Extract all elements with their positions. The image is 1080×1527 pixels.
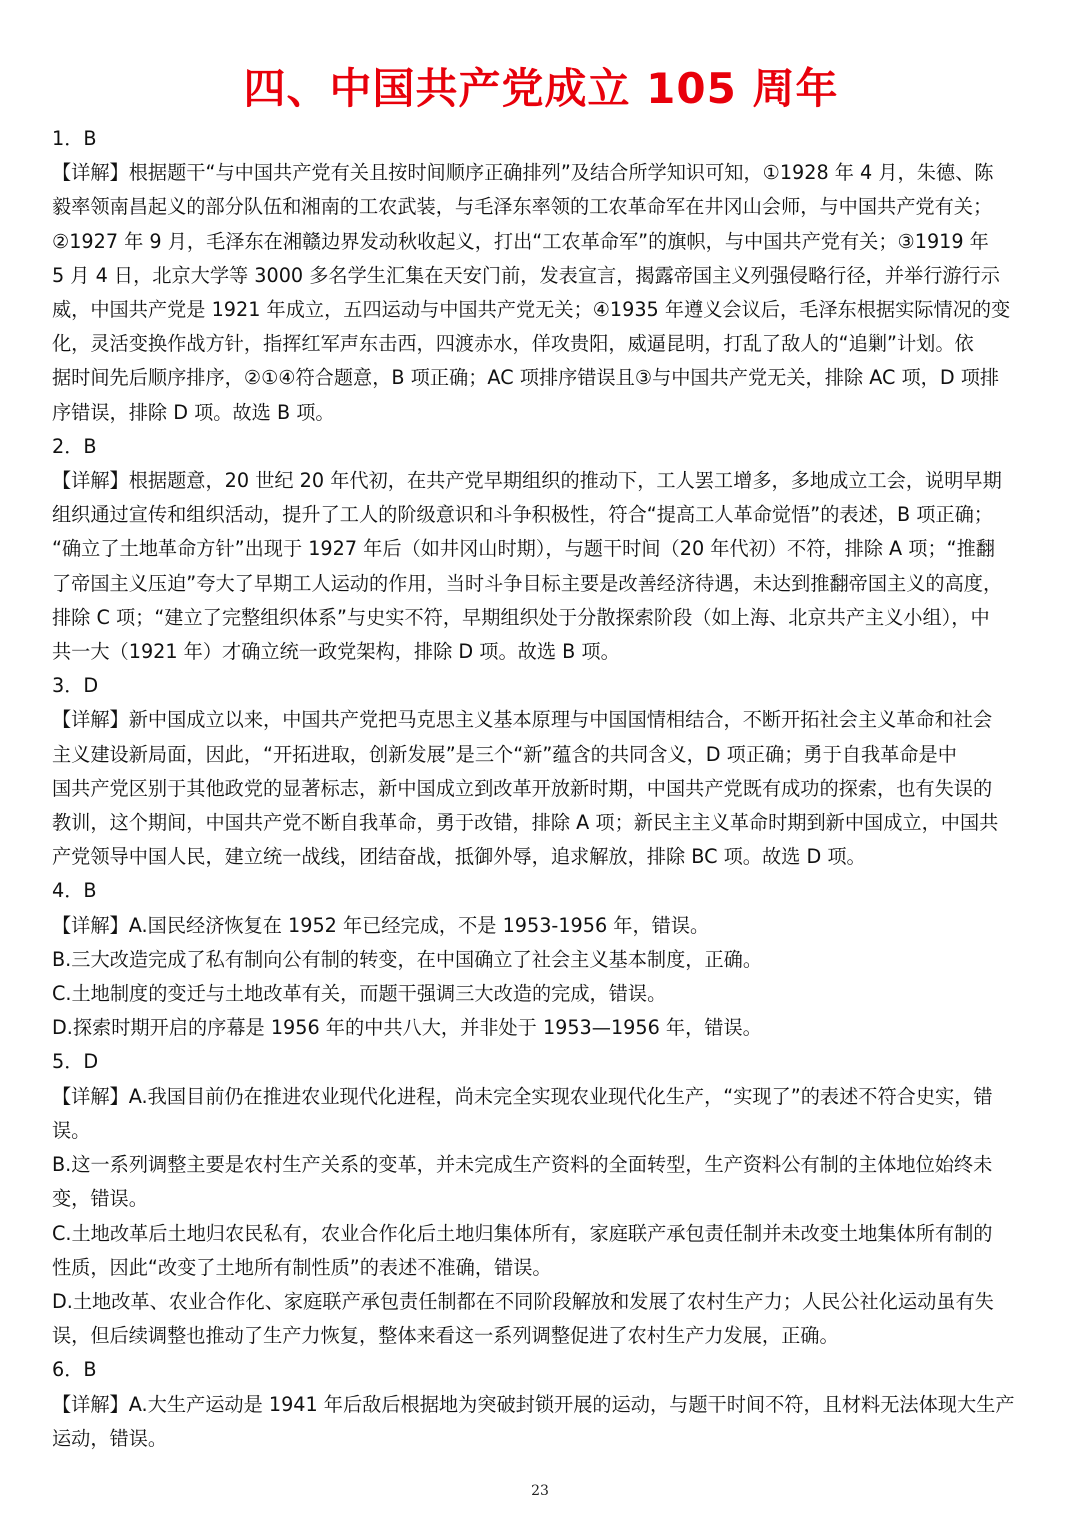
explanation-line: 排除 C 项；“建立了完整组织体系”与史实不符，早期组织处于分散探索阶段（如上海、北京共产主义小组），中 bbox=[52, 605, 990, 629]
explanation-line: 了帝国主义压迫”夸大了早期工人运动的作用，当时斗争目标主要是改善经济待遇，未达到推翻帝国主义的高度， bbox=[52, 571, 1003, 595]
explanation-line: 序错误，排除 D 项。故选 B 项。 bbox=[52, 400, 335, 424]
explanation-line: 误。 bbox=[52, 1118, 91, 1142]
explanation-line: 主义建设新局面，因此，“开拓进取，创新发展”是三个“新”蕴含的共同含义，D 项正确；勇于自我革命是中 bbox=[52, 742, 957, 766]
question-answer-number: 3．D bbox=[52, 674, 99, 698]
explanation-line: 【详解】A.大生产运动是 1941 年后敌后根据地为突破封锁开展的运动，与题干时间不符，且材料无法体现大生产 bbox=[52, 1392, 1015, 1416]
explanation-line: 据时间先后顺序排序，②①④符合题意，B 项正确；AC 项排序错误且③与中国共产党无关，排除 AC 项，D 项排 bbox=[52, 366, 1000, 390]
question-answer-number: 6．B bbox=[52, 1358, 97, 1382]
explanation-line: 【详解】根据题意，20 世纪 20 年代初，在共产党早期组织的推动下，工人罢工增多，多地成立工会，说明早期 bbox=[52, 469, 1002, 493]
explanation-line: 【详解】A.我国目前仍在推进农业现代化进程，尚未完全实现农业现代化生产，“实现了”的表述不符合史实，错 bbox=[52, 1084, 993, 1108]
explanation-line: ②1927 年 9 月，毛泽东在湘赣边界发动秋收起义，打出“工农革命军”的旗帜，与中国共产党有关；③1919 年 bbox=[52, 229, 989, 253]
explanation-line: B.这一系列调整主要是农村生产关系的变革，并未完成生产资料的全面转型，生产资料公有制的主体地位始终未 bbox=[52, 1153, 993, 1177]
explanation-line: 威，中国共产党是 1921 年成立，五四运动与中国共产党无关；④1935 年遵义会议后，毛泽东根据实际情况的变 bbox=[52, 298, 1011, 322]
explanation-line: 【详解】A.国民经济恢复在 1952 年已经完成，不是 1953-1956 年，错误。 bbox=[52, 913, 710, 937]
explanation-line: 5 月 4 日，北京大学等 3000 多名学生汇集在天安门前，发表宣言，揭露帝国主义列强侵略行径，并举行游行示 bbox=[52, 263, 1000, 287]
explanation-line: C.土地改革后土地归农民私有，农业合作化后土地归集体所有，家庭联产承包责任制并未改变土地集体所有制的 bbox=[52, 1221, 993, 1245]
explanation-line: 化，灵活变换作战方针，指挥红军声东击西，四渡赤水，佯攻贵阳，威逼昆明，打乱了敌人的“追剿”计划。依 bbox=[52, 332, 974, 356]
explanation-line: C.土地制度的变迁与土地改革有关，而题干强调三大改造的完成，错误。 bbox=[52, 982, 667, 1006]
explanation-line: 【详解】根据题干“与中国共产党有关且按时间顺序正确排列”及结合所学知识可知，①1928 年 4 月，朱德、陈 bbox=[52, 161, 994, 185]
question-answer-number: 5．D bbox=[52, 1050, 99, 1074]
explanation-line: 【详解】新中国成立以来，中国共产党把马克思主义基本原理与中国国情相结合，不断开拓社会主义革命和社会 bbox=[52, 708, 993, 732]
explanation-line: 变，错误。 bbox=[52, 1187, 148, 1211]
explanation-line: 共一大（1921 年）才确立统一政党架构，排除 D 项。故选 B 项。 bbox=[52, 640, 620, 664]
explanation-line: D.土地改革、农业合作化、家庭联产承包责任制都在不同阶段解放和发展了农村生产力；人民公社化运动虽有失 bbox=[52, 1289, 994, 1313]
section-title: 四、中国共产党成立 105 周年 bbox=[243, 64, 839, 113]
question-answer-number: 1．B bbox=[52, 127, 97, 150]
explanation-line: D.探索时期开启的序幕是 1956 年的中共八大，并非处于 1953—1956 年，错误。 bbox=[52, 1016, 762, 1040]
explanation-line: 产党领导中国人民，建立统一战线，团结奋战，抵御外辱，追求解放，排除 BC 项。故选 D 项。 bbox=[52, 845, 866, 869]
answer-explanations bbox=[52, 122, 1030, 1456]
explanation-line: 毅率领南昌起义的部分队伍和湘南的工农武装，与毛泽东率领的工农革命军在井冈山会师，与中国共产党有关； bbox=[52, 195, 993, 219]
page-number: 23 bbox=[531, 1483, 549, 1499]
explanation-line: B.三大改造完成了私有制向公有制的转变，在中国确立了社会主义基本制度，正确。 bbox=[52, 947, 763, 971]
explanation-line: 运动，错误。 bbox=[52, 1426, 168, 1450]
explanation-line: 教训，这个期间，中国共产党不断自我革命，勇于改错，排除 A 项；新民主主义革命时期到新中国成立，中国共 bbox=[52, 811, 999, 835]
explanation-line: “确立了土地革命方针”出现于 1927 年后（如井冈山时期），与题干时间（20 年代初）不符，排除 A 项；“推翻 bbox=[52, 537, 995, 561]
explanation-line: 性质，因此“改变了土地所有制性质”的表述不准确，错误。 bbox=[52, 1255, 552, 1279]
question-answer-number: 4．B bbox=[52, 879, 97, 903]
explanation-line: 误，但后续调整也推动了生产力恢复，整体来看这一系列调整促进了农村生产力发展，正确。 bbox=[52, 1324, 839, 1348]
question-answer-number: 2．B bbox=[52, 434, 97, 458]
explanation-line: 国共产党区别于其他政党的显著标志，新中国成立到改革开放新时期，中国共产党既有成功的探索，也有失误的 bbox=[52, 776, 993, 800]
explanation-line: 组织通过宣传和组织活动，提升了工人的阶级意识和斗争积极性，符合“提高工人革命觉悟”的表述，B 项正确； bbox=[52, 503, 993, 527]
